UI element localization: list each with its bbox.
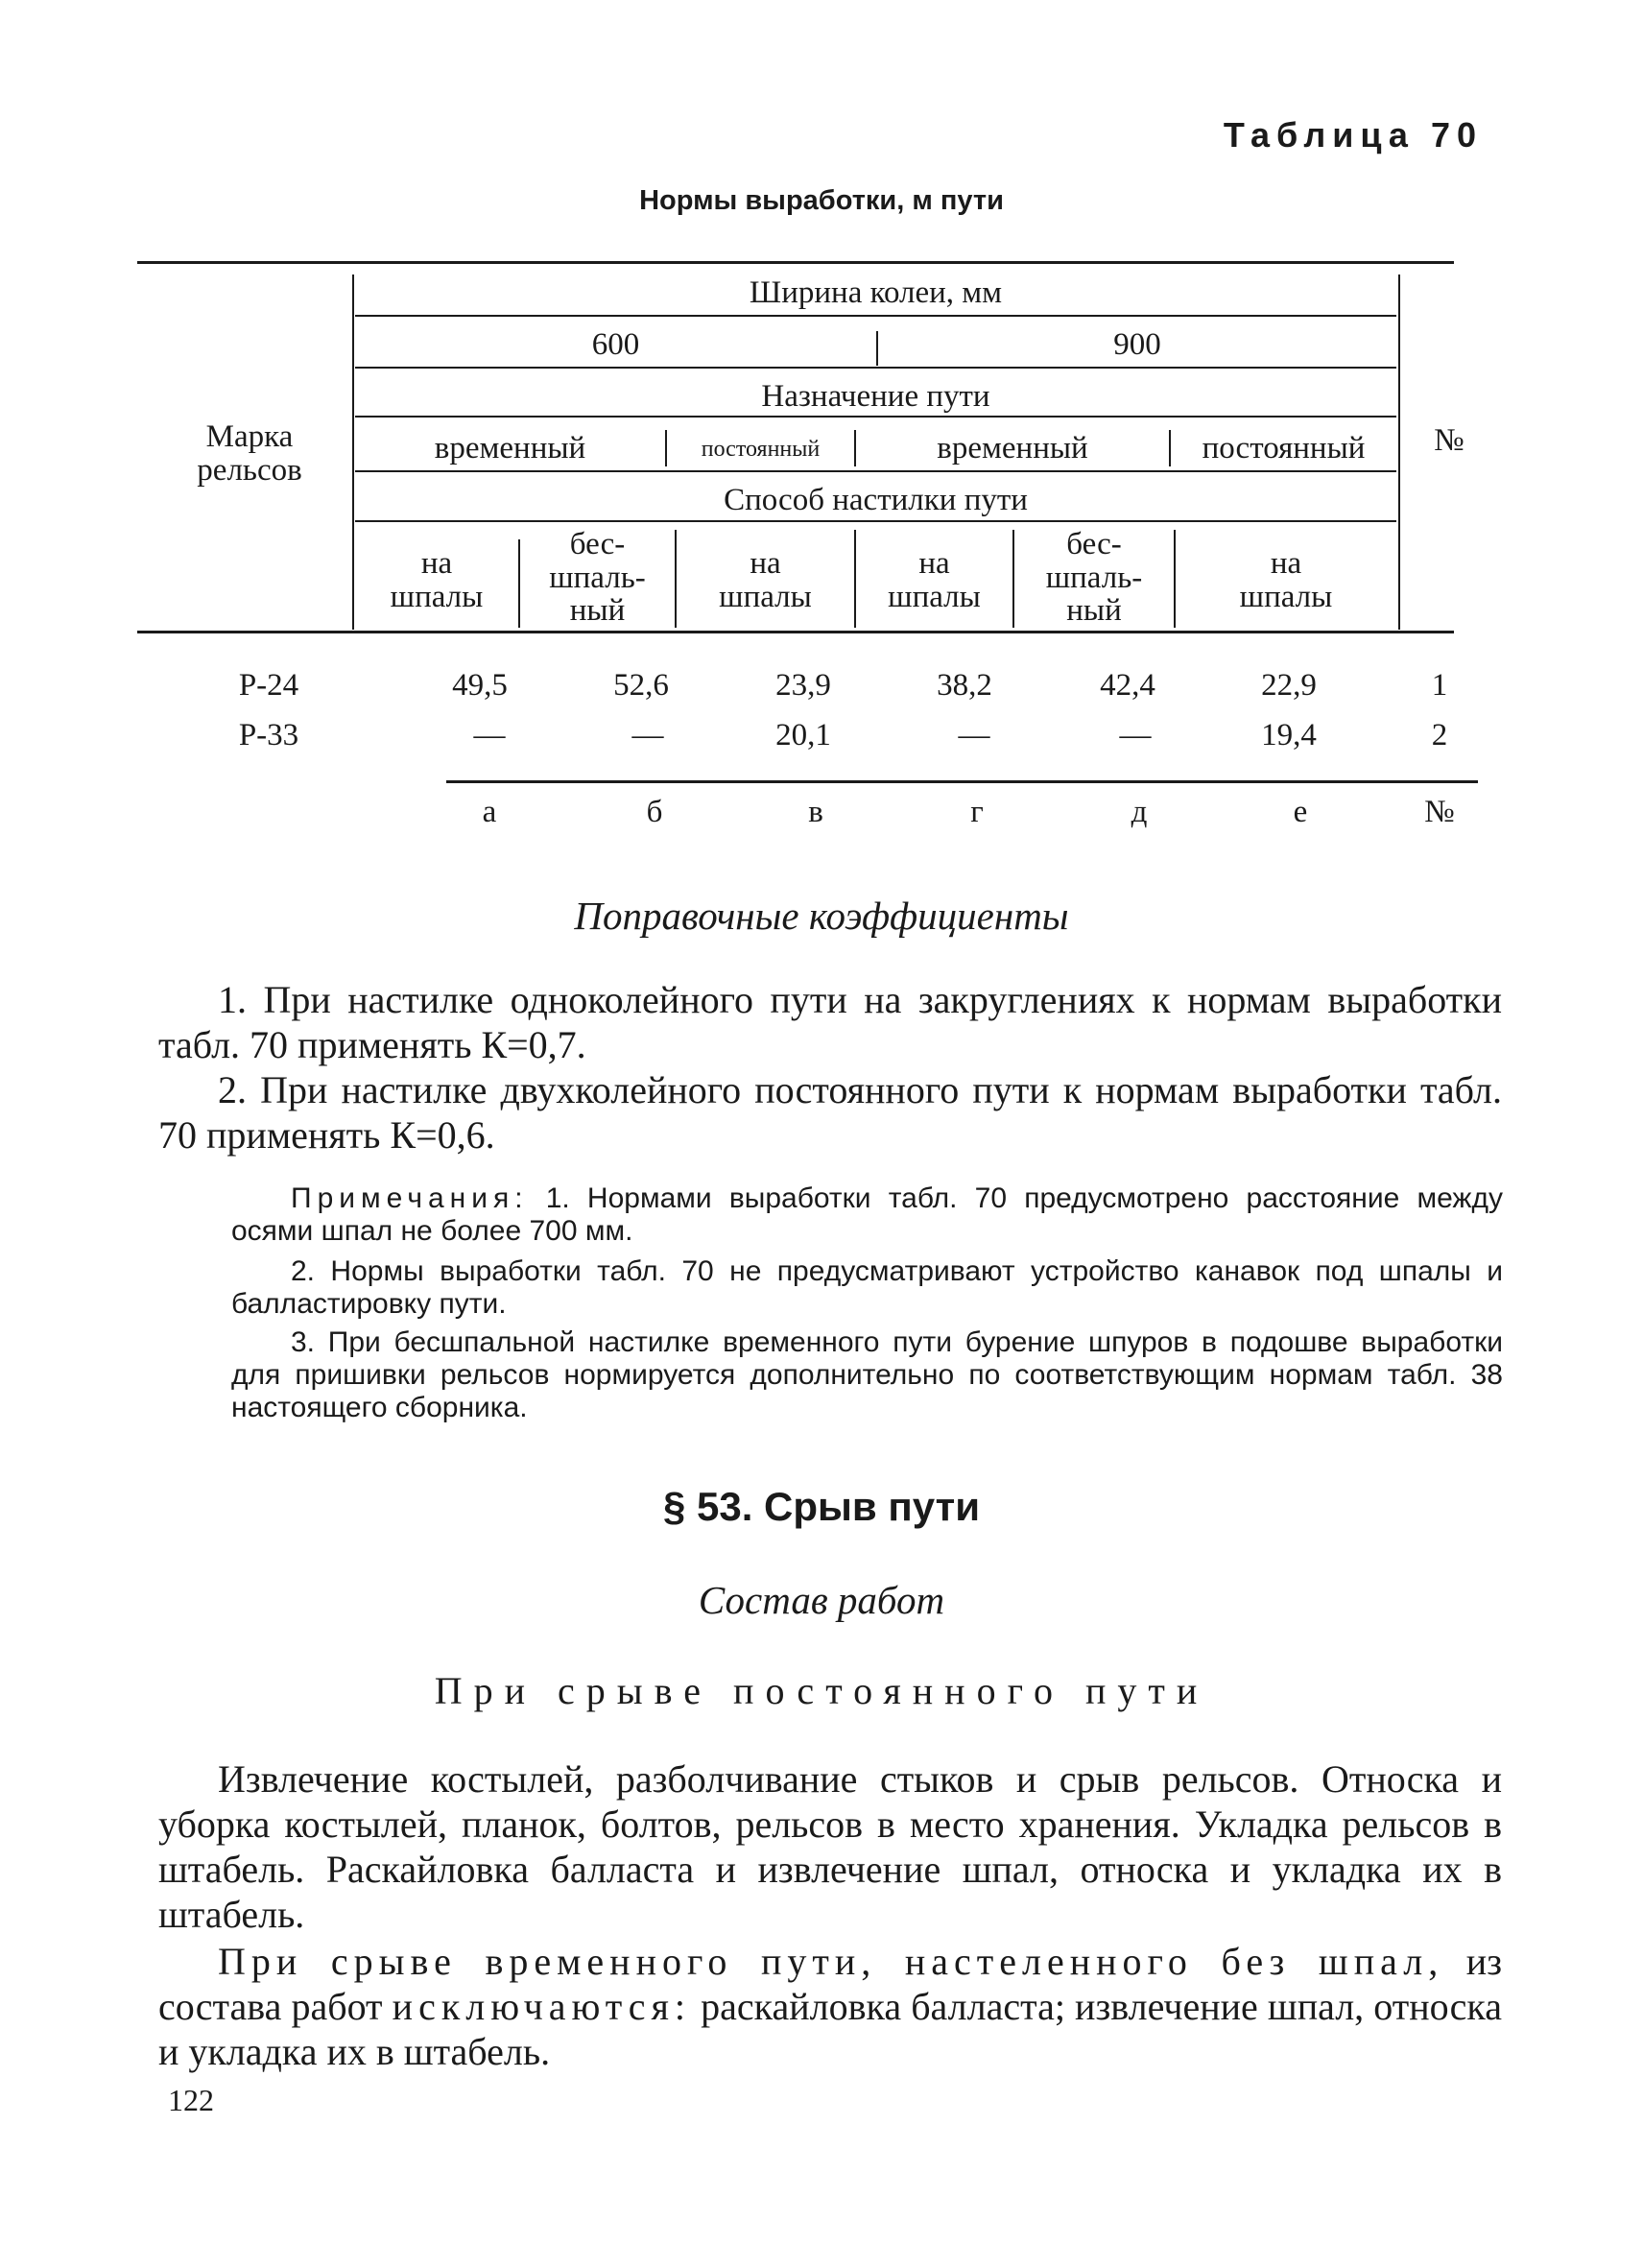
method-2 xyxy=(520,528,675,628)
table-title: Нормы выработки, м пути xyxy=(639,185,1004,216)
row-2-value-e: 19,4 xyxy=(1261,718,1317,752)
column-letter-v: в xyxy=(808,795,823,829)
num-column-divider xyxy=(1398,275,1400,630)
purpose-rule xyxy=(355,416,1396,418)
method-3-line-1: на xyxy=(750,546,781,581)
temporary-lead: При срыве временного пути, настеленного без шпал, xyxy=(218,1940,1444,1983)
method-6-line-2: шпалы xyxy=(1239,579,1333,614)
row-1-num: 1 xyxy=(1431,668,1448,703)
row-header-line-2: рельсов xyxy=(197,452,302,488)
purpose-header: Назначение пути xyxy=(761,379,990,414)
method-5-line-2: шпаль- xyxy=(1045,560,1143,595)
method-5-line-3: ный xyxy=(1066,593,1122,629)
note-2: 2. Нормы выработки табл. 70 не предусматривают устройство канавок под шпалы и балластировку пути. xyxy=(231,1255,1503,1320)
note-3: 3. При бесшпальной настилке временного пути бурение шпуров в подошве выработки для пришивки рельсов нормируется дополнительно по соответствующим нормам табл. 38 настоящего сборника. xyxy=(231,1326,1503,1423)
method-1 xyxy=(355,547,518,613)
note-1: 1. Нормами выработки табл. 70 предусмотрено расстояние между осями шпал не более 700 мм. xyxy=(231,1182,1503,1247)
column-letter-d: д xyxy=(1131,795,1148,829)
table-bottom-rule xyxy=(446,780,1478,783)
method-5-line-1: бес- xyxy=(1066,527,1122,561)
row-2-value-a: — xyxy=(473,718,506,752)
column-letter-a: а xyxy=(482,795,497,829)
purpose-2: постоянный xyxy=(701,437,821,462)
temporary-mid: из состава работ xyxy=(158,1940,1503,2028)
method-6-line-1: на xyxy=(1270,546,1302,581)
num-header: № xyxy=(1434,423,1464,458)
section-heading: § 53. Срыв пути xyxy=(662,1484,981,1529)
gauge-rule xyxy=(355,315,1396,317)
row-header xyxy=(163,420,336,487)
row-2-value-d: — xyxy=(1119,718,1152,752)
table-label: Таблица 70 xyxy=(1223,115,1483,155)
purposes-rule xyxy=(355,470,1396,472)
method-3 xyxy=(677,547,854,613)
column-letter-b: б xyxy=(646,795,663,829)
method-rule xyxy=(355,520,1396,522)
row-1-value-b: 52,6 xyxy=(613,668,669,703)
method-4-line-1: на xyxy=(918,546,950,581)
method-3-line-2: шпалы xyxy=(719,579,812,614)
notes-label: Примечания: xyxy=(291,1182,529,1214)
purpose-3: временный xyxy=(937,431,1088,466)
works-title: Состав работ xyxy=(698,1578,945,1622)
method-4-line-2: шпалы xyxy=(888,579,981,614)
gauge-900: 900 xyxy=(1113,327,1161,362)
row-1-value-v: 23,9 xyxy=(775,668,831,703)
row-1-value-a: 49,5 xyxy=(452,668,508,703)
row-2-value-v: 20,1 xyxy=(775,718,831,752)
row-1-brand: Р-24 xyxy=(238,668,299,703)
note-1-block xyxy=(231,1182,1503,1248)
gauge-header: Ширина колеи, мм xyxy=(749,275,1003,310)
row-2-num: 2 xyxy=(1431,718,1448,752)
permanent-text: Извлечение костылей, разболчивание стыков и срыв рельсов. Относка и уборка костылей, планок, болтов, рельсов в место хранения. Укладка рельсов в штабель. Раскайловка балласта и извлечение шпал, относка и укладка их в штабель. xyxy=(158,1757,1502,1936)
coefficient-2: 2. При настилке двухколейного постоянного пути к нормам выработки табл. 70 применять К=0,6. xyxy=(158,1068,1502,1157)
gauge-600: 600 xyxy=(591,327,640,362)
row-1-value-g: 38,2 xyxy=(937,668,992,703)
method-2-line-3: ный xyxy=(569,593,626,629)
coefficients-title: Поправочные коэффициенты xyxy=(574,894,1069,938)
coefficient-1: 1. При настилке одноколейного пути на закруглениях к нормам выработки табл. 70 применять К=0,7. xyxy=(158,978,1502,1066)
table-header-bottom-rule xyxy=(137,631,1454,633)
method-2-line-2: шпаль- xyxy=(549,560,646,595)
method-2-line-1: бес- xyxy=(569,527,626,561)
permanent-heading: При срыве постоянного пути xyxy=(434,1669,1209,1712)
table-top-rule xyxy=(137,261,1454,264)
method-header: Способ настилки пути xyxy=(724,483,1028,517)
row-1-value-d: 42,4 xyxy=(1100,668,1155,703)
row-header-divider xyxy=(352,275,354,630)
temporary-tail: раскайловка балласта; извлечение шпал, относка и укладка их в штабель. xyxy=(158,1985,1502,2073)
method-5 xyxy=(1014,528,1174,628)
row-2-value-g: — xyxy=(958,718,990,752)
temporary-text xyxy=(158,1939,1502,2074)
method-4 xyxy=(856,547,1012,613)
row-2-brand: Р-33 xyxy=(238,718,299,752)
page-number: 122 xyxy=(168,2083,214,2117)
row-2-value-b: — xyxy=(631,718,664,752)
purpose-4: постоянный xyxy=(1202,431,1366,466)
row-1-value-e: 22,9 xyxy=(1261,668,1317,703)
gauges-rule xyxy=(355,367,1396,369)
column-letter-num: № xyxy=(1424,795,1455,829)
temporary-excluded: исключаются: xyxy=(392,1985,692,2028)
method-1-line-2: шпалы xyxy=(390,579,484,614)
purpose-1: временный xyxy=(434,431,586,466)
row-header-line-1: Марка xyxy=(205,419,294,454)
method-1-line-1: на xyxy=(420,546,453,581)
column-letter-e: е xyxy=(1293,795,1308,829)
method-6 xyxy=(1176,547,1396,613)
column-letter-g: г xyxy=(970,795,984,829)
